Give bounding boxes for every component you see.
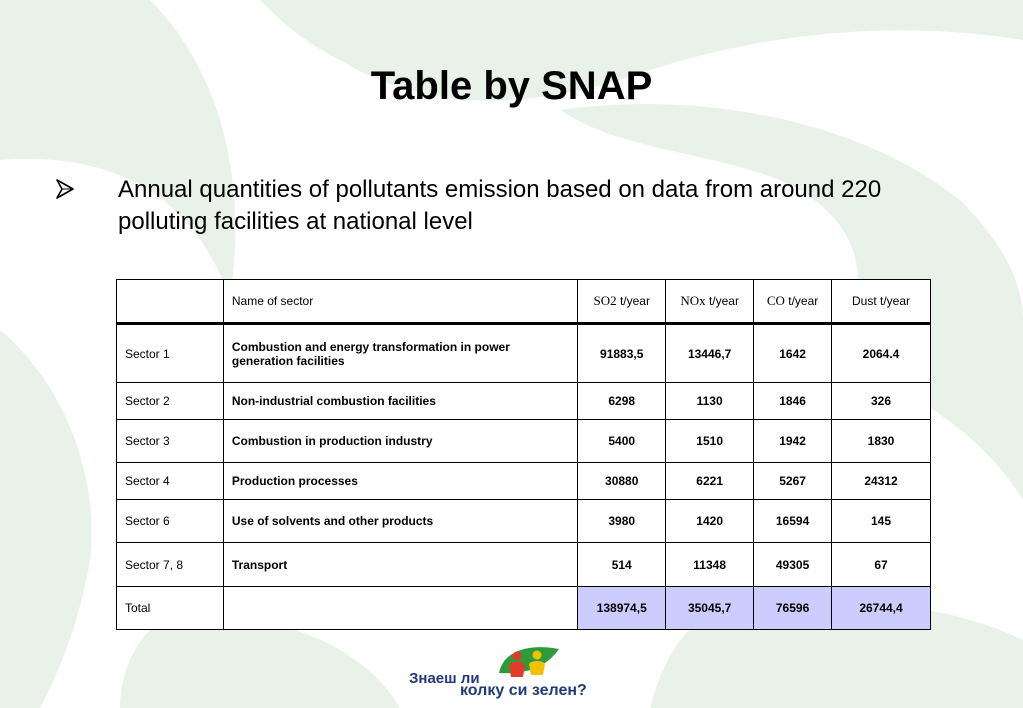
cell-nox: 1130 [666,383,754,420]
cell-dust: 24312 [832,463,931,500]
cell-total-name [223,587,577,630]
header-name-of-sector: Name of sector [223,280,577,324]
cell-sector: Sector 2 [117,383,224,420]
header-so2 [578,280,666,324]
table-row [117,463,931,500]
cell-total-nox: 35045,7 [666,587,754,630]
table-header-row [117,280,931,324]
cell-nox: 6221 [666,463,754,500]
table-row [117,500,931,543]
header-so2-unit: t/year [619,294,650,308]
cell-total-label: Total [117,587,224,630]
cell-name: Production processes [223,463,577,500]
cell-total-so2: 138974,5 [578,587,666,630]
cell-so2: 514 [578,543,666,587]
cell-so2: 30880 [578,463,666,500]
cell-so2: 5400 [578,420,666,463]
bullet-text: Annual quantities of pollutants emission based on data from around 220 polluting facilities at national level [118,176,882,235]
arrowhead-bullet-icon [55,178,75,200]
cell-nox: 1510 [666,420,754,463]
cell-co: 49305 [754,543,832,587]
header-empty [117,280,224,324]
cell-so2: 91883,5 [578,324,666,383]
cell-nox: 11348 [666,543,754,587]
header-dust: Dust t/year [832,280,931,324]
slide-title: Table by SNAP [370,64,653,108]
cell-dust: 326 [832,383,931,420]
cell-nox: 1420 [666,500,754,543]
cell-co: 1942 [754,420,832,463]
cell-name: Non-industrial combustion facilities [223,383,577,420]
logo-text-line1: Знаеш ли [409,670,480,687]
cell-co: 1846 [754,383,832,420]
cell-name: Combustion and energy transformation in power generation facilities [223,324,577,383]
header-co-unit: t/year [788,294,819,308]
cell-sector: Sector 1 [117,324,224,383]
campaign-logo [405,643,615,703]
header-nox-chem: NOx [680,293,706,308]
cell-dust: 145 [832,500,931,543]
cell-dust: 67 [832,543,931,587]
header-nox-unit: t/year [708,294,739,308]
header-co [754,280,832,324]
cell-name: Combustion in production industry [223,420,577,463]
cell-sector: Sector 6 [117,500,224,543]
header-so2-chem: SO2 [593,293,617,308]
logo-text-line2: колку си зелен? [460,682,587,699]
cell-so2: 6298 [578,383,666,420]
cell-so2: 3980 [578,500,666,543]
table-row [117,383,931,420]
cell-sector: Sector 3 [117,420,224,463]
header-co-chem: CO [766,293,785,308]
header-nox [666,280,754,324]
cell-nox: 13446,7 [666,324,754,383]
cell-name: Use of solvents and other products [223,500,577,543]
table-total-row [117,587,931,630]
cell-dust: 2064.4 [832,324,931,383]
cell-sector: Sector 4 [117,463,224,500]
cell-co: 5267 [754,463,832,500]
cell-name: Transport [223,543,577,587]
table-row [117,324,931,383]
table-row [117,543,931,587]
cell-co: 16594 [754,500,832,543]
cell-total-dust: 26744,4 [832,587,931,630]
cell-dust: 1830 [832,420,931,463]
cell-co: 1642 [754,324,832,383]
table-row [117,420,931,463]
cell-total-co: 76596 [754,587,832,630]
figures-leaf-logo-icon [493,643,563,683]
cell-sector: Sector 7, 8 [117,543,224,587]
snap-emissions-table [116,279,931,630]
